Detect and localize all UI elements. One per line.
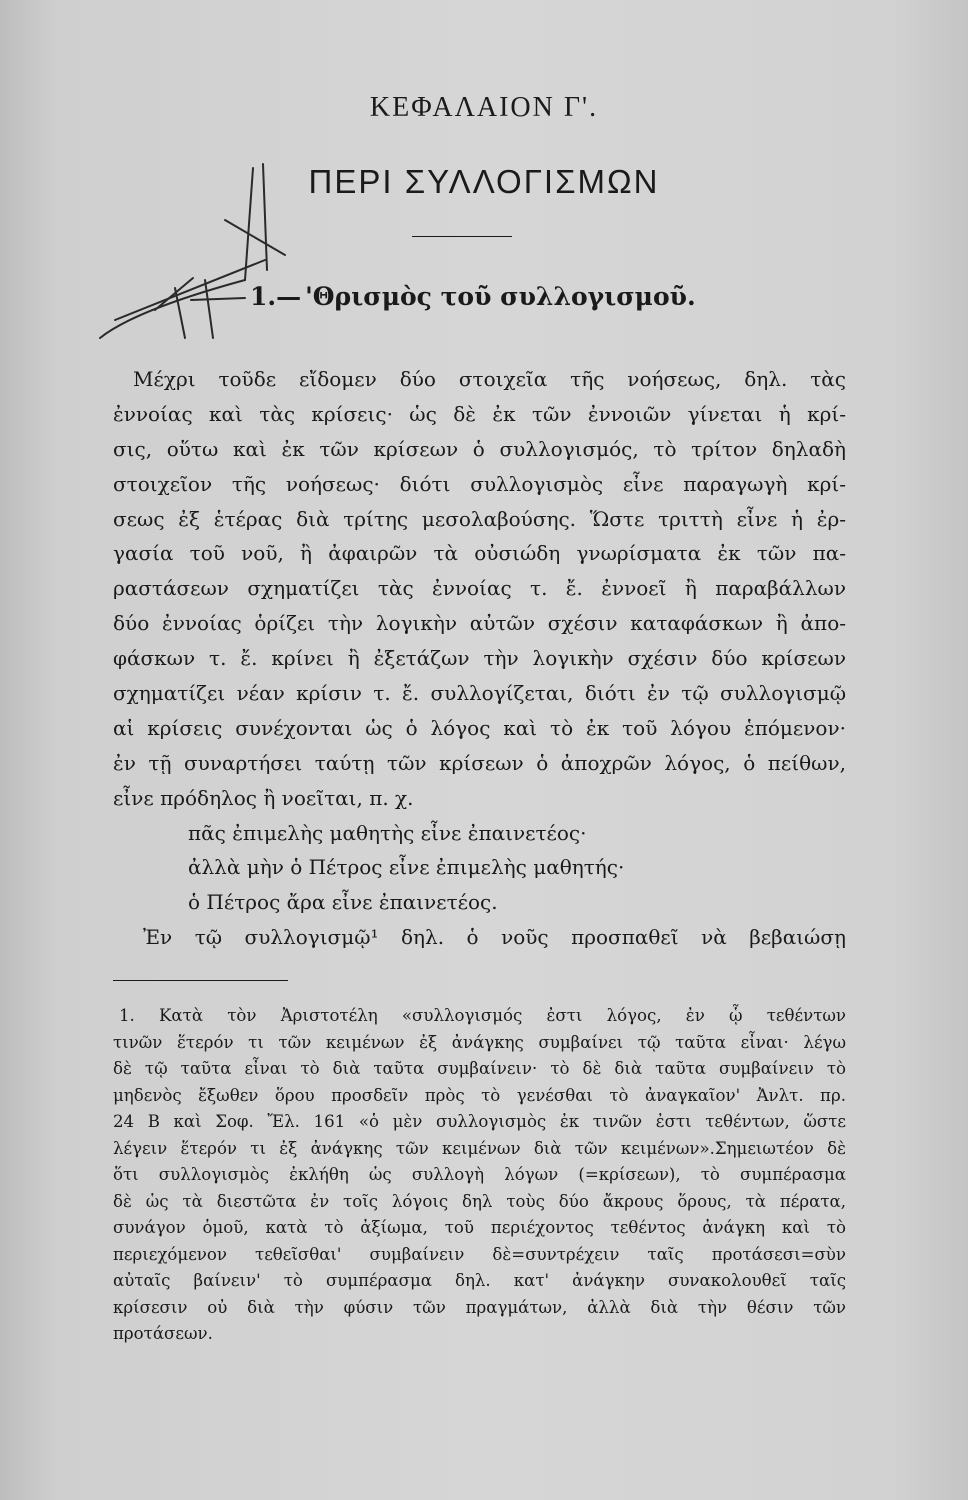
section-subheading (250, 282, 696, 311)
body-line: σχηματίζει νέαν κρίσιν τ. ἔ. συλλογίζεται, διότι ἐν τῷ συλλογισμῷ (113, 681, 846, 706)
subheading-number: 1.— (250, 282, 302, 311)
footnote-line: κρίσεσιν οὐ διὰ τὴν φύσιν τῶν πραγμάτων, ἀλλὰ διὰ τὴν θέσιν τῶν (113, 1297, 846, 1317)
footnote (113, 1003, 846, 1348)
footnote-line: τινῶν ἕτερόν τι τῶν κειμένων ἐξ ἀνάγκης συμβαίνει τῷ ταῦτα εἶναι· λέγω (113, 1032, 846, 1052)
footnote-line: 24 Β καὶ Σοφ. Ἔλ. 161 «ὁ μὲν συλλογισμὸς ἐκ τινῶν ἐστι τεθέντων, ὥστε (113, 1112, 846, 1131)
footnote-line: δὲ ὡς τὰ διεστῶτα ἐν τοῖς λόγοις δηλ τοὺς δύο ἄκρους ὅρους, τὰ πέρατα, (113, 1191, 846, 1211)
body-line: αἱ κρίσεις συνέχονται ὡς ὁ λόγος καὶ τὸ ἐκ τοῦ λόγου ἑπόμενον· (113, 715, 846, 740)
body-line: ἐννοίας καὶ τὰς κρίσεις· ὡς δὲ ἐκ τῶν ἐννοιῶν γίνεται ἡ κρί- (113, 401, 846, 426)
syllogism-example-line: ἀλλὰ μὴν ὁ Πέτρος εἶνε ἐπιμελὴς μαθητής· (188, 855, 625, 880)
body-line: ἐν τῇ συναρτήσει ταύτῃ τῶν κρίσεων ὁ ἀποχρῶν λόγος, ὁ πείθων, (113, 750, 846, 775)
body-line: γασία τοῦ νοῦ, ἢ ἀφαιρῶν τὰ οὐσιώδη γνωρίσματα ἐκ τῶν πα- (113, 541, 846, 566)
title-divider (412, 236, 512, 237)
body-line: Μέχρι τοῦδε εἴδομεν δύο στοιχεῖα τῆς νοήσεως, δηλ. τὰς (133, 367, 846, 391)
body-line: σεως ἐξ ἑτέρας διὰ τρίτης μεσολαβούσης. Ὥστε τριττὴ εἶνε ἡ ἐρ- (113, 506, 846, 531)
body-line: στοιχεῖον τῆς νοήσεως· διότι συλλογισμὸς εἶνε παραγωγὴ κρί- (113, 471, 846, 496)
footnote-line: συνάγον ὁμοῦ, κατὰ τὸ ἀξίωμα, τοῦ περιέχοντος τεθέντος ἀνάγκη καὶ τὸ (113, 1218, 846, 1237)
chapter-heading: ΚΕΦΑΛΑΙΟΝ Γ'. (369, 92, 599, 123)
body-line: φάσκων τ. ἔ. κρίνει ἢ ἐξετάζων τὴν λογικὴν σχέσιν δύο κρίσεων (113, 646, 846, 671)
footnote-line: δὲ τῷ ταῦτα εἶναι τὸ διὰ ταῦτα συμβαίνειν· τὸ δὲ διὰ ταῦτα συμβαίνειν τὸ (113, 1059, 846, 1078)
footnote-divider (113, 980, 288, 981)
footnote-line: ὅτι συλλογισμὸς ἐκλήθη ὡς συλλογὴ λόγων (=κρίσεων), τὸ συμπέρασμα (113, 1165, 846, 1184)
subheading-title: 'Θρισμὸς τοῦ συλλογισμοῦ. (305, 282, 696, 311)
section-title: ΠΕΡΙ ΣΥΛΛΟΓΙΣΜΩΝ (308, 163, 660, 200)
body-line: εἶνε πρόδηλος ἢ νοεῖται, π. χ. (113, 785, 414, 810)
footnote-line: αὐταῖς βαίνειν' τὸ συμπέρασμα δηλ. κατ' ἀνάγκην συνακολουθεῖ ταῖς (113, 1271, 846, 1290)
footnote-line: λέγειν ἕτερόν τι ἐξ ἀνάγκης τῶν κειμένων διὰ τῶν κειμένων».Σημειωτέον δὲ (113, 1138, 846, 1158)
syllogism-example-line: πᾶς ἐπιμελὴς μαθητὴς εἶνε ἐπαινετέος· (188, 820, 587, 845)
footnote-line: προτάσεων. (113, 1324, 213, 1343)
closing-line: Ἐν τῷ συλλογισμῷ¹ δηλ. ὁ νοῦς προσπαθεῖ νὰ βεβαιώσῃ (143, 925, 846, 950)
handwritten-annotation (95, 160, 315, 350)
body-line: σις, οὕτω καὶ ἐκ τῶν κρίσεων ὁ συλλογισμός, τὸ τρίτον δηλαδὴ (113, 436, 846, 461)
body-line: ραστάσεων σχηματίζει τὰς ἐννοίας τ. ἔ. ἐννοεῖ ἢ παραβάλλων (113, 576, 846, 601)
footnote-line: 1. Κατὰ τὸν Ἀριστοτέλη «συλλογισμός ἐστι λόγος, ἐν ᾧ τεθέντων (119, 1006, 846, 1025)
main-paragraph (113, 362, 846, 955)
footnote-line: περιεχόμενον τεθεῖσθαι' συμβαίνειν δὲ=συντρέχειν ταῖς προτάσεσι=σὺν (113, 1244, 846, 1264)
syllogism-example-line: ὁ Πέτρος ἄρα εἶνε ἐπαινετέος. (188, 890, 498, 915)
body-line: δύο ἐννοίας ὁρίζει τὴν λογικὴν αὐτῶν σχέσιν καταφάσκων ἢ ἀπο- (113, 611, 846, 636)
footnote-line: μηδενὸς ἔξωθεν ὅρου προσδεῖν πρὸς τὸ γενέσθαι τὸ ἀναγκαῖον' Ἀνλτ. πρ. (113, 1085, 846, 1105)
